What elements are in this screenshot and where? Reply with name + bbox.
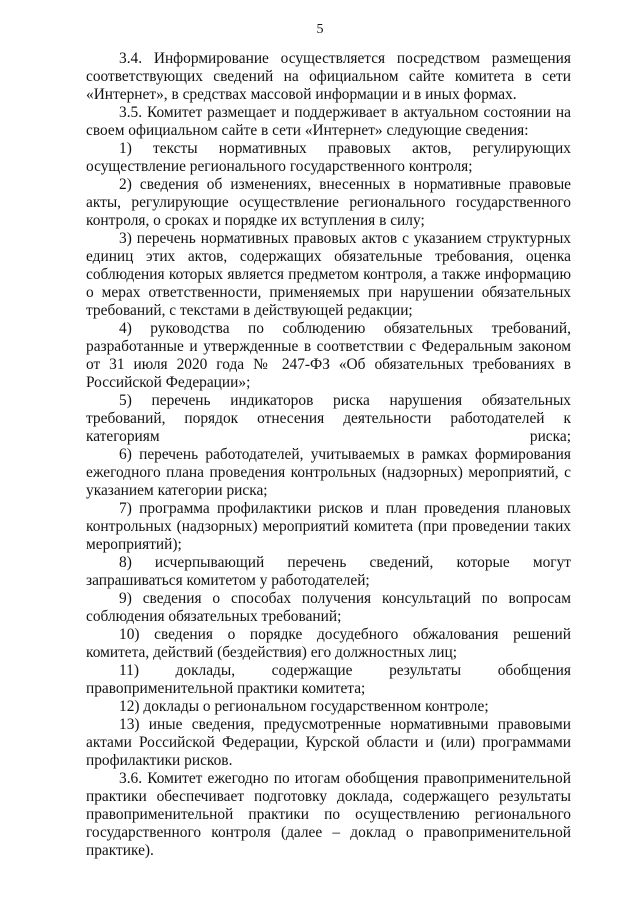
list-item-12: 12) доклады о региональном государственном контроле; xyxy=(119,698,489,715)
list-item-7: 7) программа профилактики рисков и план проведения плановых контрольных (надзорных) мероприятий комитета (при проведении таких мероприятий); xyxy=(86,500,571,553)
list-item-3: 3) перечень нормативных правовых актов с указанием структурных единиц этих актов, содержащих обязательные требования, оценка соблюдения которых является предметом контроля, а также информацию о мерах ответственности, применяемых при нарушении обязательных требований, с текстами в действующей редакции; xyxy=(86,230,571,319)
list-item-2: 2) сведения об изменениях, внесенных в нормативные правовые акты, регулирующие осуществление регионального государственного контроля, о сроках и порядке их вступления в силу; xyxy=(86,176,571,229)
list-item-13: 13) иные сведения, предусмотренные нормативными правовыми актами Российской Федерации, Курской области и (или) программами профилактики рисков. xyxy=(86,716,571,769)
paragraph-3-6: 3.6. Комитет ежегодно по итогам обобщения правоприменительной практики обеспечивает подготовку доклада, содержащего результаты правоприменительной практики по осуществлению регионального государственного контроля (далее – доклад о правоприменительной практике). xyxy=(86,770,571,859)
page-number: 5 xyxy=(316,22,324,37)
list-item-9: 9) сведения о способах получения консультаций по вопросам соблюдения обязательных требований; xyxy=(86,590,571,625)
list-item-10: 10) сведения о порядке досудебного обжалования решений комитета, действий (бездействия) его должностных лиц; xyxy=(86,626,571,661)
list-item-4: 4) руководства по соблюдению обязательных требований, разработанные и утвержденные в соответствии с Федеральным законом от 31 июля 2020 года № 247-ФЗ «Об обязательных требованиях в Российской Федерации»; xyxy=(86,320,571,391)
list-item-5: 5) перечень индикаторов риска нарушения обязательных требований, порядок отнесения деятельности работодателей к категориям риска; xyxy=(86,392,571,445)
document-body xyxy=(86,50,571,860)
list-item-1: 1) тексты нормативных правовых актов, регулирующих осуществление регионального государственного контроля; xyxy=(86,140,571,175)
paragraph-3-5: 3.5. Комитет размещает и поддерживает в актуальном состоянии на своем официальном сайте в сети «Интернет» следующие сведения: xyxy=(86,104,571,139)
list-item-11: 11) доклады, содержащие результаты обобщения правоприменительной практики комитета; xyxy=(86,662,571,697)
list-item-8: 8) исчерпывающий перечень сведений, которые могут запрашиваться комитетом у работодателей; xyxy=(86,554,571,589)
list-item-6: 6) перечень работодателей, учитываемых в рамках формирования ежегодного плана проведения контрольных (надзорных) мероприятий, с указанием категории риска; xyxy=(86,446,571,499)
paragraph-3-4: 3.4. Информирование осуществляется посредством размещения соответствующих сведений на официальном сайте комитета в сети «Интернет», в средствах массовой информации и в иных формах. xyxy=(86,50,571,103)
